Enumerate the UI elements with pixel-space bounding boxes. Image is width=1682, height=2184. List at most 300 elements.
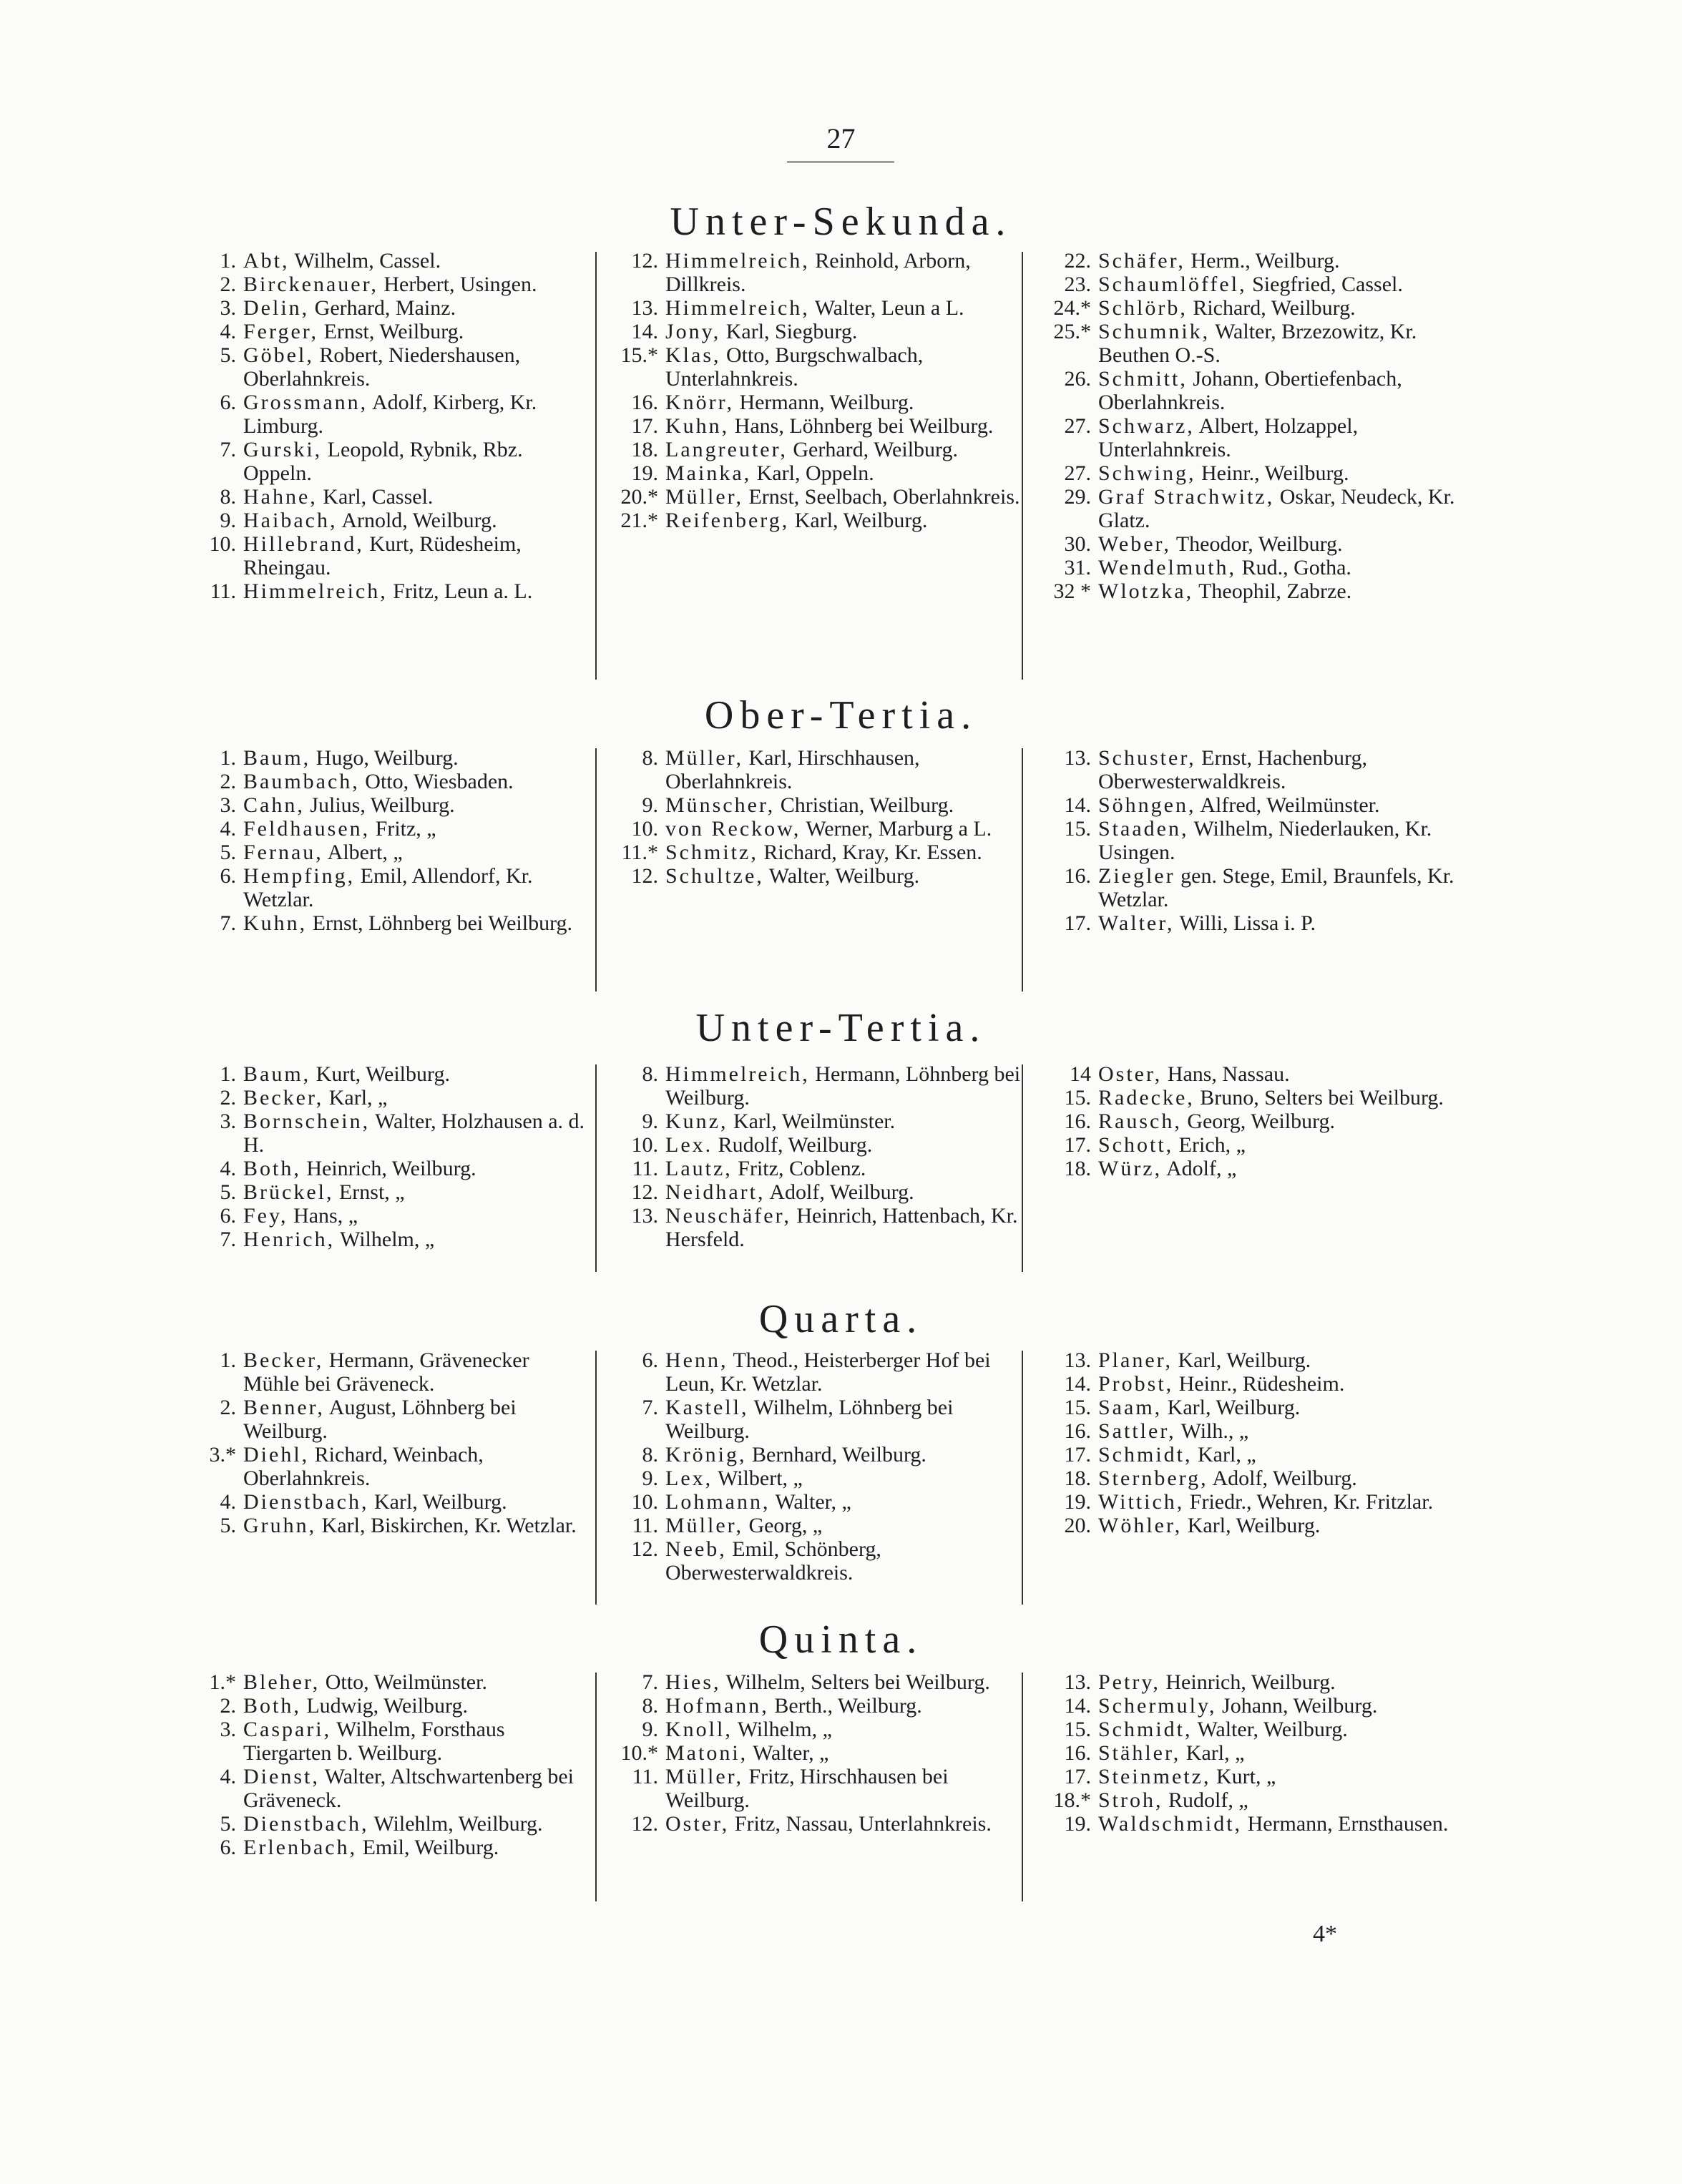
student-surname: Wittich,	[1098, 1490, 1185, 1514]
entry-number: 5.	[220, 343, 236, 367]
student-surname: Lex.	[665, 1133, 713, 1157]
student-surname: Lex,	[665, 1466, 713, 1490]
student-surname: Delin,	[243, 296, 310, 320]
student-surname: Kastell,	[665, 1396, 749, 1419]
student-entry	[605, 1537, 1030, 1585]
entry-number: 7.	[220, 911, 236, 935]
column-unter-sekunda-2	[605, 249, 1030, 532]
student-surname: Both,	[243, 1157, 301, 1180]
column-divider	[595, 1673, 597, 1901]
student-surname: Oster,	[665, 1812, 730, 1836]
entry-number: 13.	[631, 1204, 658, 1228]
student-entry	[182, 391, 590, 438]
student-entry	[1037, 746, 1459, 793]
student-surname: Graf Strachwitz,	[1098, 485, 1275, 509]
column-unter-sekunda-1	[182, 249, 590, 603]
student-entry	[182, 343, 590, 391]
student-surname: Müller,	[665, 746, 743, 770]
student-details: Walter, Altschwartenberg bei Gräveneck.	[243, 1765, 574, 1812]
column-unter-tertia-1	[182, 1062, 590, 1251]
entry-number: 7.	[220, 1228, 236, 1251]
entry-number: 14.	[1064, 793, 1091, 817]
entry-number: 30.	[1064, 532, 1091, 556]
entry-number: 16.	[1064, 1419, 1091, 1443]
entry-number: 15.	[1064, 1086, 1091, 1110]
student-details: Bernhard, Weilburg.	[752, 1443, 926, 1466]
student-surname: von Reckow,	[665, 817, 801, 841]
column-divider	[1022, 1673, 1023, 1901]
student-details: Karl, Oppeln.	[756, 461, 874, 485]
student-entry	[605, 461, 1030, 485]
entry-number: 18.	[1064, 1157, 1091, 1180]
student-entry	[182, 841, 590, 864]
student-details: gen. Stege, Emil, Braunfels, Kr. Wetzlar.	[1098, 864, 1454, 911]
student-surname: Caspari,	[243, 1718, 332, 1741]
student-entry	[182, 1157, 590, 1180]
entry-number: 15.	[1064, 1718, 1091, 1741]
student-details: Herbert, Usingen.	[383, 273, 537, 296]
student-entry	[605, 438, 1030, 461]
page-number: 27	[826, 122, 856, 155]
student-entry	[1037, 1372, 1459, 1396]
student-details: Karl, Weilburg.	[373, 1490, 507, 1514]
entry-number: 8.	[642, 1694, 658, 1718]
entry-number: 5.	[220, 1812, 236, 1836]
entry-number: 2.	[220, 1396, 236, 1419]
student-details: Karl, Weilburg.	[1187, 1514, 1321, 1537]
column-divider	[595, 1351, 597, 1605]
entry-number: 22.	[1064, 249, 1091, 273]
student-surname: Lohmann,	[665, 1490, 771, 1514]
student-details: Walter, Weilburg.	[768, 864, 920, 888]
entry-number: 13.	[1064, 1348, 1091, 1372]
column-divider	[1022, 748, 1023, 991]
student-surname: Diehl,	[243, 1443, 310, 1466]
entry-number: 4.	[220, 1157, 236, 1180]
student-details: Karl, Biskirchen, Kr. Wetzlar.	[321, 1514, 577, 1537]
column-divider	[1022, 252, 1023, 680]
student-entry	[182, 320, 590, 343]
student-entry	[182, 1396, 590, 1443]
entry-number: 13.	[631, 296, 658, 320]
student-surname: Krönig,	[665, 1443, 747, 1466]
student-entry	[1037, 1765, 1459, 1788]
student-details: Theod., Heisterberger Hof bei Leun, Kr. Wetzlar.	[665, 1348, 991, 1396]
section-title-quarta: Quarta.	[758, 1297, 924, 1341]
student-details: Walter, „	[775, 1490, 851, 1514]
student-details: Wilhelm, Cassel.	[294, 249, 441, 273]
entry-number: 14	[1070, 1062, 1091, 1086]
student-entry	[182, 438, 590, 485]
student-details: Gerhard, Weilburg.	[793, 438, 958, 461]
entry-number: 21.*	[620, 509, 658, 532]
student-details: Ernst, Hachenburg, Oberwesterwaldkreis.	[1098, 746, 1368, 793]
student-surname: Weber,	[1098, 532, 1171, 556]
entry-number: 4.	[220, 817, 236, 841]
student-surname: Benner,	[243, 1396, 325, 1419]
student-surname: Sattler,	[1098, 1419, 1176, 1443]
student-surname: Erlenbach,	[243, 1836, 358, 1859]
student-entry	[182, 817, 590, 841]
entry-number: 6.	[642, 1348, 658, 1372]
student-details: Kurt, Rüdesheim, Rheingau.	[243, 532, 522, 579]
student-surname: Henrich,	[243, 1228, 336, 1251]
student-details: Adolf, „	[1165, 1157, 1237, 1180]
entry-number: 2.	[220, 770, 236, 793]
student-surname: Stähler,	[1098, 1741, 1181, 1765]
student-surname: Both,	[243, 1694, 301, 1718]
student-entry	[1037, 1694, 1459, 1718]
column-divider	[595, 748, 597, 991]
student-surname: Langreuter,	[665, 438, 788, 461]
student-entry	[605, 1133, 1030, 1157]
student-surname: Hofmann,	[665, 1694, 769, 1718]
student-entry	[1037, 273, 1459, 296]
student-entry	[1037, 1788, 1459, 1812]
student-surname: Oster,	[1098, 1062, 1163, 1086]
student-entry	[1037, 414, 1459, 461]
entry-number: 10.	[631, 817, 658, 841]
student-surname: Schaumlöffel,	[1098, 273, 1247, 296]
student-surname: Abt,	[243, 249, 290, 273]
entry-number: 15.	[1064, 1396, 1091, 1419]
student-entry	[1037, 817, 1459, 864]
entry-number: 5.	[220, 1180, 236, 1204]
entry-number: 6.	[220, 864, 236, 888]
student-entry	[182, 1812, 590, 1836]
student-surname: Himmelreich,	[243, 579, 388, 603]
entry-number: 14.	[631, 320, 658, 343]
entry-number: 1.	[220, 1348, 236, 1372]
student-details: Karl, „	[328, 1086, 388, 1110]
student-details: Wilh., „	[1180, 1419, 1249, 1443]
student-details: Heinrich, Weilburg.	[1165, 1670, 1336, 1694]
student-details: Karl, Weilburg.	[1167, 1396, 1301, 1419]
entry-number: 17.	[1064, 1133, 1091, 1157]
student-entry	[182, 1086, 590, 1110]
entry-number: 19.	[1064, 1490, 1091, 1514]
student-details: Adolf, Weilburg.	[769, 1180, 914, 1204]
student-details: Emil, Weilburg.	[362, 1836, 499, 1859]
entry-number: 9.	[642, 1466, 658, 1490]
student-details: Georg, Weilburg.	[1187, 1110, 1336, 1133]
student-surname: Mainka,	[665, 461, 752, 485]
student-surname: Saam,	[1098, 1396, 1163, 1419]
student-surname: Probst,	[1098, 1372, 1174, 1396]
column-quinta-3	[1037, 1670, 1459, 1836]
student-surname: Feldhausen,	[243, 817, 371, 841]
student-details: Wilhelm, „	[737, 1718, 832, 1741]
student-surname: Müller,	[665, 485, 743, 509]
student-surname: Schumnik,	[1098, 320, 1211, 343]
student-surname: Jony,	[665, 320, 721, 343]
entry-number: 16.	[1064, 1110, 1091, 1133]
student-entry	[182, 1062, 590, 1086]
student-details: Erich, „	[1178, 1133, 1246, 1157]
student-details: Adolf, Weilburg.	[1212, 1466, 1357, 1490]
student-details: Kurt, „	[1216, 1765, 1276, 1788]
column-unter-tertia-3	[1037, 1062, 1459, 1180]
entry-number: 12.	[631, 1180, 658, 1204]
entry-number: 4.	[220, 1490, 236, 1514]
student-entry	[182, 1490, 590, 1514]
column-unter-tertia-2	[605, 1062, 1030, 1251]
student-entry	[182, 1718, 590, 1765]
student-details: Richard, Weilburg.	[1193, 296, 1356, 320]
student-entry	[182, 1694, 590, 1718]
student-surname: Ferger,	[243, 320, 319, 343]
student-surname: Knörr,	[665, 391, 734, 414]
student-entry	[1037, 579, 1459, 603]
student-entry	[1037, 1812, 1459, 1836]
student-surname: Henn,	[665, 1348, 728, 1372]
entry-number: 32 *	[1053, 579, 1091, 603]
student-entry	[182, 249, 590, 273]
student-entry	[1037, 1741, 1459, 1765]
student-entry	[1037, 1490, 1459, 1514]
student-entry	[605, 320, 1030, 343]
column-unter-sekunda-3	[1037, 249, 1459, 603]
student-entry	[1037, 1396, 1459, 1419]
student-details: Karl, Weilburg.	[794, 509, 928, 532]
student-surname: Müller,	[665, 1765, 743, 1788]
entry-number: 12.	[631, 864, 658, 888]
entry-number: 18.	[1064, 1466, 1091, 1490]
student-entry	[605, 1718, 1030, 1741]
student-entry	[182, 1110, 590, 1157]
student-surname: Himmelreich,	[665, 296, 810, 320]
student-details: Ernst, Seelbach, Oberlahnkreis.	[748, 485, 1020, 509]
student-details: Wilehlm, Weilburg.	[373, 1812, 543, 1836]
entry-number: 16.	[631, 391, 658, 414]
student-details: Ernst, Löhnberg bei Weilburg.	[312, 911, 573, 935]
student-surname: Göbel,	[243, 343, 314, 367]
student-entry	[1037, 1133, 1459, 1157]
student-details: Heinrich, Hattenbach, Kr. Hersfeld.	[665, 1204, 1018, 1251]
student-surname: Hempfing,	[243, 864, 356, 888]
student-details: Wilhelm, Löhnberg bei Weilburg.	[665, 1396, 954, 1443]
student-details: Alfred, Weilmünster.	[1200, 793, 1380, 817]
student-details: Otto, Burgschwalbach, Unterlahnkreis.	[665, 343, 924, 391]
entry-number: 5.	[220, 1514, 236, 1537]
student-entry	[605, 1110, 1030, 1133]
student-details: Friedr., Wehren, Kr. Fritzlar.	[1189, 1490, 1434, 1514]
student-surname: Fey,	[243, 1204, 288, 1228]
student-surname: Rausch,	[1098, 1110, 1182, 1133]
student-entry	[605, 1694, 1030, 1718]
entry-number: 20.	[1064, 1514, 1091, 1537]
section-title-unter-tertia: Unter-Tertia.	[695, 1006, 987, 1050]
student-surname: Schott,	[1098, 1133, 1174, 1157]
entry-number: 3.	[220, 296, 236, 320]
student-details: Ernst, Weilburg.	[323, 320, 464, 343]
student-entry	[182, 770, 590, 793]
student-entry	[605, 1443, 1030, 1466]
student-details: Karl, Hirschhausen, Oberlahnkreis.	[665, 746, 920, 793]
student-entry	[1037, 1670, 1459, 1694]
student-surname: Petry,	[1098, 1670, 1160, 1694]
student-entry	[605, 414, 1030, 438]
student-details: Fritz, Coblenz.	[738, 1157, 866, 1180]
entry-number: 17.	[631, 414, 658, 438]
student-entry	[605, 1396, 1030, 1443]
entry-number: 11.	[632, 1157, 658, 1180]
student-details: Walter, Brzezowitz, Kr. Beuthen O.-S.	[1098, 320, 1417, 367]
student-entry	[182, 1204, 590, 1228]
student-entry	[605, 1765, 1030, 1812]
student-entry	[1037, 911, 1459, 935]
student-surname: Becker,	[243, 1348, 324, 1372]
student-surname: Cahn,	[243, 793, 305, 817]
student-surname: Himmelreich,	[665, 1062, 810, 1086]
entry-number: 1.*	[209, 1670, 236, 1694]
student-details: Arnold, Weilburg.	[341, 509, 497, 532]
student-details: Fritz, Nassau, Unterlahnkreis.	[734, 1812, 992, 1836]
student-entry	[605, 817, 1030, 841]
student-surname: Waldschmidt,	[1098, 1812, 1243, 1836]
entry-number: 10.	[631, 1133, 658, 1157]
entry-number: 12.	[631, 1537, 658, 1561]
student-details: Hans, Löhnberg bei Weilburg.	[734, 414, 994, 438]
student-entry	[182, 273, 590, 296]
student-details: Heinrich, Weilburg.	[306, 1157, 476, 1180]
entry-number: 6.	[220, 1836, 236, 1859]
entry-number: 19.	[1064, 1812, 1091, 1836]
entry-number: 6.	[220, 1204, 236, 1228]
student-details: Siegfried, Cassel.	[1252, 273, 1403, 296]
column-quarta-3	[1037, 1348, 1459, 1537]
student-entry	[605, 1157, 1030, 1180]
entry-number: 8.	[642, 1443, 658, 1466]
student-details: Kurt, Weilburg.	[316, 1062, 450, 1086]
entry-number: 13.	[1064, 746, 1091, 770]
student-surname: Birckenauer,	[243, 273, 378, 296]
student-entry	[605, 343, 1030, 391]
student-entry	[1037, 1157, 1459, 1180]
entry-number: 7.	[220, 438, 236, 461]
entry-number: 7.	[642, 1396, 658, 1419]
student-details: Adolf, Kirberg, Kr. Limburg.	[243, 391, 537, 438]
entry-number: 3.	[220, 793, 236, 817]
column-quinta-1	[182, 1670, 590, 1859]
entry-number: 4.	[220, 320, 236, 343]
section-title-unter-sekunda: Unter-Sekunda.	[670, 200, 1012, 244]
entry-number: 7.	[642, 1670, 658, 1694]
student-surname: Gruhn,	[243, 1514, 317, 1537]
student-details: Fritz, Hirschhausen bei Weilburg.	[665, 1765, 949, 1812]
entry-number: 27.	[1064, 414, 1091, 438]
column-divider	[1022, 1064, 1023, 1272]
student-entry	[1037, 461, 1459, 485]
student-details: Johann, Obertiefenbach, Oberlahnkreis.	[1098, 367, 1402, 414]
entry-number: 6.	[220, 391, 236, 414]
student-entry	[605, 1514, 1030, 1537]
student-details: Julius, Weilburg.	[310, 793, 455, 817]
entry-number: 11.	[632, 1765, 658, 1788]
entry-number: 23.	[1064, 273, 1091, 296]
entry-number: 5.	[220, 841, 236, 864]
student-details: Heinr., Rüdesheim.	[1178, 1372, 1345, 1396]
student-details: Hermann, Ernsthausen.	[1247, 1812, 1449, 1836]
student-details: Wilbert, „	[718, 1466, 803, 1490]
student-surname: Dienstbach,	[243, 1812, 369, 1836]
student-details: Walter, Leun a L.	[814, 296, 964, 320]
student-details: Walter, Weilburg.	[1197, 1718, 1348, 1741]
student-surname: Ziegler	[1098, 864, 1175, 888]
student-surname: Reifenberg,	[665, 509, 790, 532]
student-details: Richard, Kray, Kr. Essen.	[763, 841, 982, 864]
student-details: Wilhelm, Forsthaus Tiergarten b. Weilburg.	[243, 1718, 505, 1765]
student-surname: Wlotzka,	[1098, 579, 1194, 603]
column-ober-tertia-1	[182, 746, 590, 935]
student-surname: Himmelreich,	[665, 249, 810, 273]
student-surname: Dienst,	[243, 1765, 320, 1788]
student-surname: Schuster,	[1098, 746, 1196, 770]
student-surname: Baum,	[243, 746, 311, 770]
page-number-ornament	[787, 161, 894, 163]
student-surname: Schmitz,	[665, 841, 758, 864]
student-details: Willi, Lissa i. P.	[1179, 911, 1316, 935]
student-entry	[605, 1348, 1030, 1396]
student-details: Rudolf, „	[1168, 1788, 1248, 1812]
student-surname: Planer,	[1098, 1348, 1173, 1372]
student-details: Fritz, Leun a. L.	[393, 579, 533, 603]
student-surname: Schlörb,	[1098, 296, 1188, 320]
student-details: Werner, Marburg a L.	[806, 817, 992, 841]
student-entry	[1037, 556, 1459, 579]
student-surname: Brückel,	[243, 1180, 334, 1204]
student-entry	[1037, 1466, 1459, 1490]
student-details: Karl, „	[1185, 1741, 1245, 1765]
entry-number: 12.	[631, 1812, 658, 1836]
student-surname: Neeb,	[665, 1537, 727, 1561]
entry-number: 29.	[1064, 485, 1091, 509]
student-entry	[605, 864, 1030, 888]
student-details: August, Löhnberg bei Weilburg.	[243, 1396, 517, 1443]
student-details: Karl, „	[1198, 1443, 1256, 1466]
student-surname: Steinmetz,	[1098, 1765, 1211, 1788]
student-entry	[182, 509, 590, 532]
student-surname: Hahne,	[243, 485, 318, 509]
student-surname: Klas,	[665, 343, 721, 367]
student-entry	[1037, 1062, 1459, 1086]
student-details: Karl, Weilburg.	[1178, 1348, 1311, 1372]
student-surname: Matoni,	[665, 1741, 748, 1765]
entry-number: 31.	[1064, 556, 1091, 579]
entry-number: 17.	[1064, 911, 1091, 935]
student-entry	[1037, 1514, 1459, 1537]
entry-number: 3.*	[209, 1443, 236, 1466]
signature-mark: 4*	[1313, 1921, 1337, 1947]
entry-number: 25.*	[1053, 320, 1091, 343]
student-entry	[1037, 1348, 1459, 1372]
column-divider	[595, 252, 597, 680]
student-entry	[605, 1466, 1030, 1490]
student-details: Hermann, Weilburg.	[739, 391, 914, 414]
student-surname: Münscher,	[665, 793, 776, 817]
entry-number: 4.	[220, 1765, 236, 1788]
student-surname: Baum,	[243, 1062, 311, 1086]
student-surname: Schermuly,	[1098, 1694, 1217, 1718]
student-entry	[1037, 296, 1459, 320]
student-entry	[182, 1443, 590, 1490]
student-entry	[605, 485, 1030, 509]
entry-number: 15.	[1064, 817, 1091, 841]
student-surname: Becker,	[243, 1086, 324, 1110]
student-surname: Schäfer,	[1098, 249, 1185, 273]
student-entry	[605, 841, 1030, 864]
student-details: Walter, „	[753, 1741, 829, 1765]
